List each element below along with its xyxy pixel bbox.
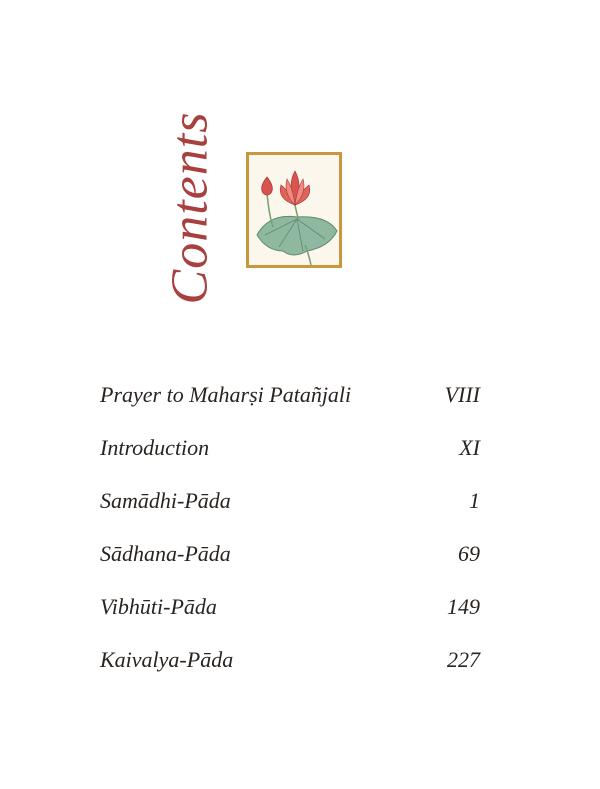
toc-row-kaivalya-pada[interactable] bbox=[100, 643, 480, 696]
toc-entry-title: Sādhana-Pāda bbox=[100, 541, 231, 566]
toc-entry-title: Kaivalya-Pāda bbox=[100, 647, 234, 672]
toc-entry-title: Samādhi-Pāda bbox=[100, 488, 231, 513]
page-title: Contents bbox=[161, 111, 219, 305]
toc-entry-page: 227 bbox=[447, 647, 480, 672]
toc-row-sadhana-pada[interactable] bbox=[100, 537, 480, 590]
toc-row-introduction[interactable] bbox=[100, 431, 480, 484]
title-wrap bbox=[160, 110, 220, 310]
toc-row-prayer[interactable] bbox=[100, 378, 480, 431]
toc-row-samadhi-pada[interactable] bbox=[100, 484, 480, 537]
table-of-contents bbox=[100, 378, 480, 696]
toc-entry-page: 1 bbox=[469, 488, 480, 513]
toc-row-vibhuti-pada[interactable] bbox=[100, 590, 480, 643]
toc-entry-page: 149 bbox=[447, 594, 480, 619]
toc-entry-title: Vibhūti-Pāda bbox=[100, 594, 217, 619]
lotus-illustration bbox=[246, 152, 342, 268]
lotus-bud bbox=[262, 177, 273, 195]
toc-entry-title: Prayer to Maharṣi Patañjali bbox=[100, 382, 352, 407]
toc-entry-page: 69 bbox=[458, 541, 480, 566]
toc-entry-title: Introduction bbox=[100, 435, 210, 460]
lotus-leaf bbox=[257, 216, 337, 255]
toc-entry-page: VIII bbox=[444, 382, 480, 407]
toc-entry-page: XI bbox=[459, 435, 480, 460]
lotus-flower-icon bbox=[249, 155, 339, 265]
